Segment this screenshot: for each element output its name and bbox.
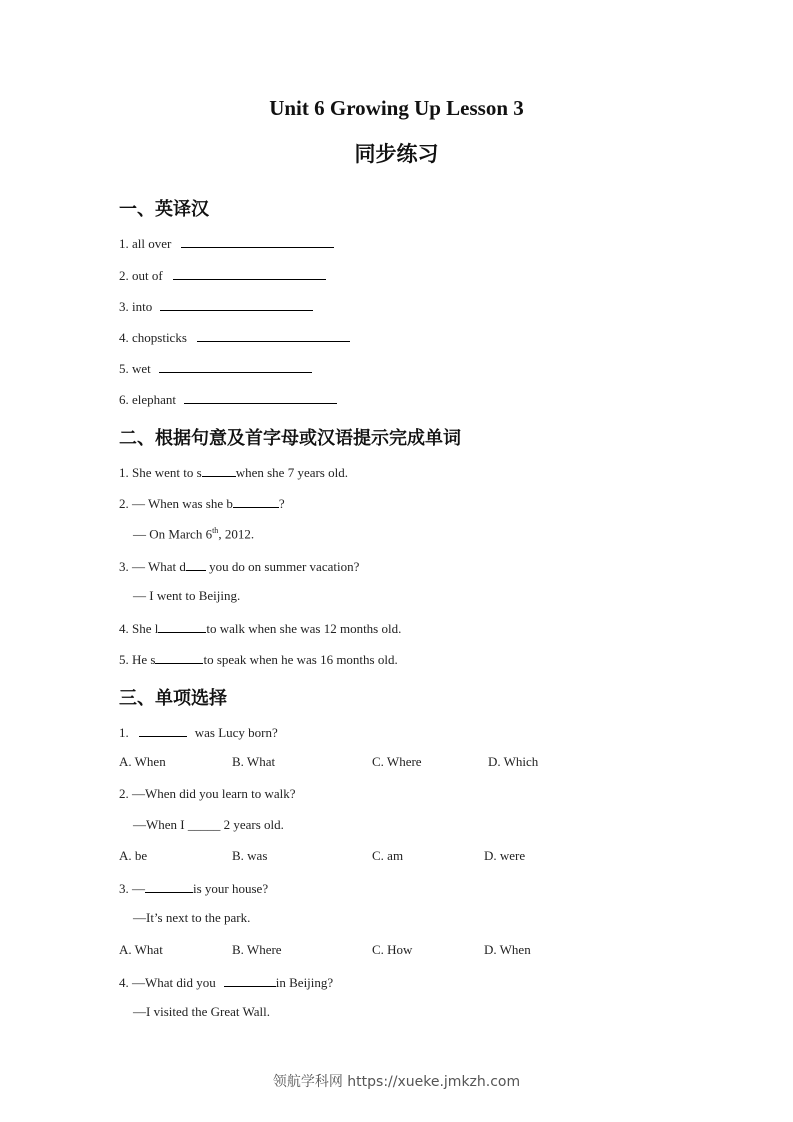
answer-blank[interactable] (160, 297, 313, 311)
answer-blank[interactable] (159, 359, 312, 373)
s3-q1-option-a[interactable]: A. When (119, 754, 166, 769)
s1-item-2: 2. out of (119, 266, 329, 284)
s2-q5: 5. He s to speak when he was 16 months old. (119, 652, 398, 667)
s1-item-4: 4. chopsticks (119, 328, 353, 346)
page-title: Unit 6 Growing Up Lesson 3 (269, 96, 524, 120)
s1-item-6: 6. elephant (119, 390, 340, 408)
s3-q2-option-c[interactable]: C. am (372, 848, 404, 863)
footer-watermark: 领航学科网 https://xueke.jmkzh.com (272, 1074, 521, 1090)
s3-q3-sub: —It’s next to the park. (133, 910, 251, 925)
s3-q3-option-b[interactable]: B. Where (232, 942, 282, 957)
answer-blank[interactable] (181, 234, 334, 248)
answer-blank[interactable] (158, 619, 206, 633)
answer-blank[interactable] (139, 723, 187, 737)
s2-q4: 4. She l to walk when she was 12 months old. (119, 621, 402, 636)
answer-blank[interactable] (145, 879, 193, 893)
s2-q2: 2. — When was she b ? (119, 496, 285, 511)
answer-blank[interactable] (186, 557, 206, 571)
s2-q2-answer: — On March 6th, 2012. (133, 526, 255, 542)
answer-blank[interactable] (197, 328, 350, 342)
s3-q2-sub: —When I _____ 2 years old. (133, 817, 284, 832)
answer-blank[interactable] (202, 463, 236, 477)
s3-q2-option-d[interactable]: D. were (484, 848, 526, 863)
s3-q1-option-d[interactable]: D. Which (488, 754, 539, 769)
section2-heading: 二、根据句意及首字母或汉语提示完成单词 (119, 428, 461, 449)
s3-q3: 3. — is your house? (119, 881, 269, 896)
answer-blank[interactable] (155, 650, 203, 664)
answer-blank[interactable] (173, 266, 326, 280)
s1-item-5: 5. wet (119, 359, 315, 377)
answer-blank[interactable] (184, 390, 337, 404)
s3-q2: 2. —When did you learn to walk? (119, 786, 296, 801)
s3-q2-option-b[interactable]: B. was (232, 848, 268, 863)
s3-q1: 1. was Lucy born? (119, 725, 278, 740)
s3-q3-option-c[interactable]: C. How (372, 942, 413, 957)
s3-q1-option-b[interactable]: B. What (232, 754, 276, 769)
s3-q3-option-a[interactable]: A. What (119, 942, 163, 957)
s3-q4-sub: —I visited the Great Wall. (133, 1004, 270, 1019)
answer-blank[interactable] (224, 973, 276, 987)
s3-q4: 4. —What did you in Beijing? (119, 975, 334, 990)
s3-q2-option-a[interactable]: A. be (119, 848, 148, 863)
s1-item-1: 1. all over (119, 234, 337, 252)
s2-q3-answer: — I went to Beijing. (133, 588, 241, 603)
s3-q1-option-c[interactable]: C. Where (372, 754, 422, 769)
s3-q3-option-d[interactable]: D. When (484, 942, 531, 957)
section1-heading: 一、英译汉 (119, 199, 209, 220)
page-subtitle: 同步练习 (354, 142, 439, 166)
s1-item-3: 3. into (119, 297, 316, 315)
answer-blank[interactable] (233, 494, 279, 508)
s2-q3: 3. — What d you do on summer vacation? (119, 559, 360, 574)
section3-heading: 三、单项选择 (119, 688, 227, 709)
s2-q1: 1. She went to s when she 7 years old. (119, 465, 348, 480)
